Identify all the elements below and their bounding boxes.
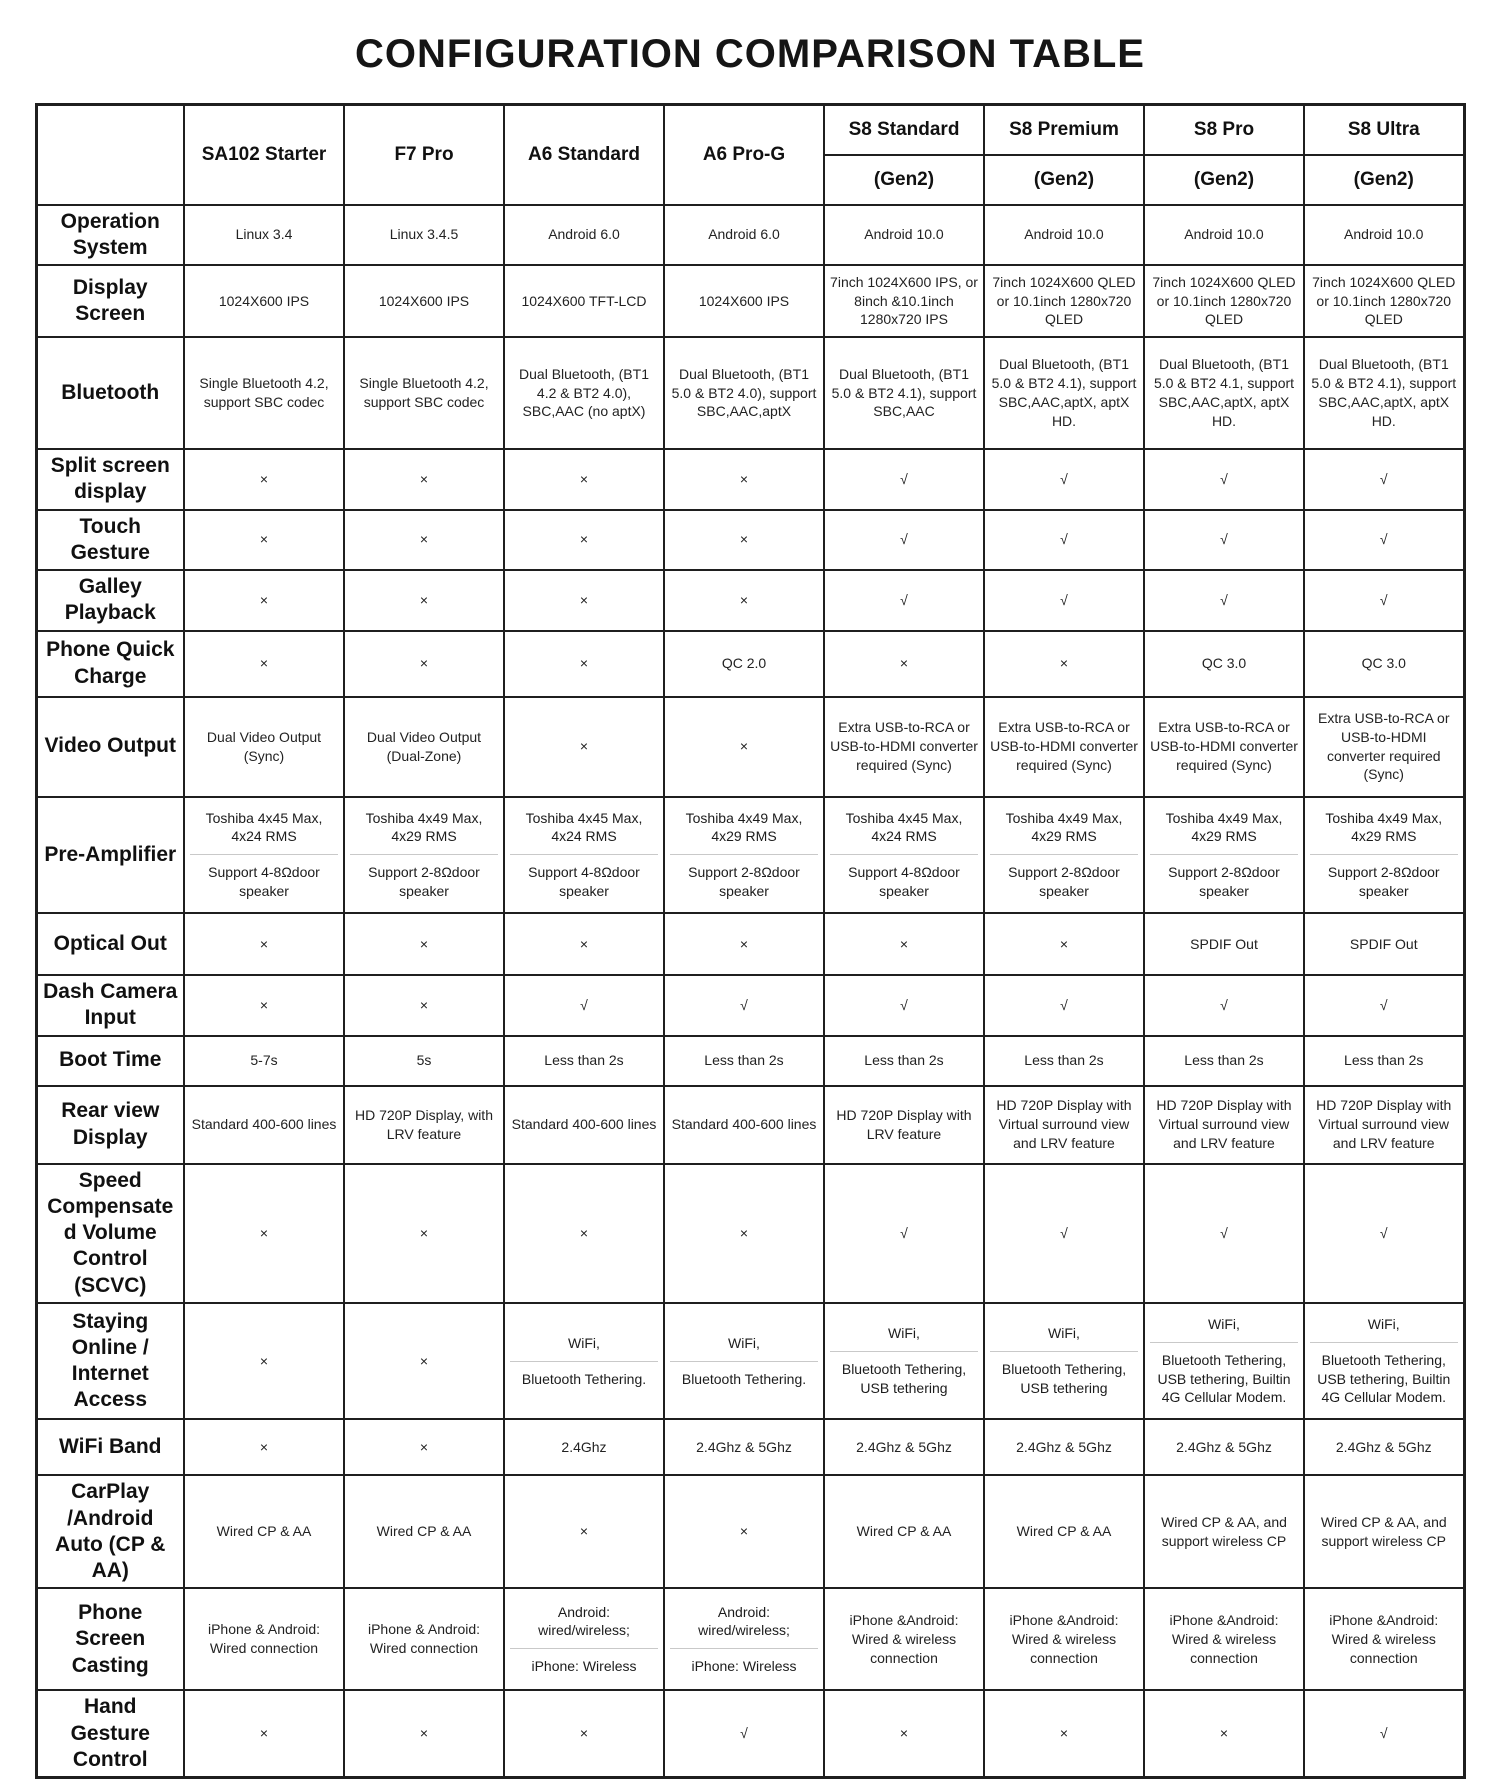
- table-row: [36, 1690, 1464, 1777]
- table-cell: 1024X600 IPS: [664, 265, 824, 337]
- table-cell-part: Toshiba 4x49 Max, 4x29 RMS: [1165, 809, 1283, 845]
- column-header: A6 Standard: [504, 105, 664, 205]
- table-cell: SPDIF Out: [1144, 913, 1304, 975]
- table-cell: √: [824, 975, 984, 1036]
- table-cell-part: WiFi,: [568, 1334, 600, 1351]
- table-cell: √: [1304, 975, 1464, 1036]
- table-row: [36, 1419, 1464, 1475]
- row-label: Optical Out: [36, 913, 184, 975]
- table-cell: ×: [504, 1475, 664, 1588]
- column-header: SA102 Starter: [184, 105, 344, 205]
- column-gen-label: (Gen2): [984, 155, 1144, 205]
- table-cell-part: Bluetooth Tethering.: [670, 1361, 818, 1397]
- table-cell: [344, 797, 504, 914]
- table-cell: ×: [184, 1690, 344, 1777]
- table-cell: Wired CP & AA: [984, 1475, 1144, 1588]
- table-cell: Standard 400-600 lines: [664, 1086, 824, 1164]
- table-cell: √: [1304, 449, 1464, 510]
- table-cell: [984, 797, 1144, 914]
- table-cell: Linux 3.4.5: [344, 205, 504, 266]
- corner-cell: [36, 105, 184, 205]
- table-cell: ×: [504, 1164, 664, 1303]
- table-cell: Dual Bluetooth, (BT1 5.0 & BT2 4.1), support SBC,AAC,aptX, aptX HD.: [984, 337, 1144, 449]
- table-cell: 5-7s: [184, 1036, 344, 1086]
- table-cell: 2.4Ghz & 5Ghz: [1144, 1419, 1304, 1475]
- table-cell: iPhone &Android: Wired & wireless connection: [824, 1588, 984, 1690]
- table-cell-part: Toshiba 4x49 Max, 4x29 RMS: [685, 809, 803, 845]
- row-label: Split screen display: [36, 449, 184, 510]
- table-cell: [664, 1303, 824, 1420]
- table-cell: Dual Bluetooth, (BT1 5.0 & BT2 4.1, support SBC,AAC,aptX, aptX HD.: [1144, 337, 1304, 449]
- table-cell: ×: [344, 449, 504, 510]
- table-cell: Android 6.0: [504, 205, 664, 266]
- row-label: Dash Camera Input: [36, 975, 184, 1036]
- table-cell-part: Toshiba 4x49 Max, 4x29 RMS: [1005, 809, 1123, 845]
- table-cell-part: Android: wired/wireless;: [538, 1603, 630, 1639]
- table-cell: iPhone & Android: Wired connection: [184, 1588, 344, 1690]
- table-cell: ×: [184, 1419, 344, 1475]
- table-cell: Wired CP & AA, and support wireless CP: [1144, 1475, 1304, 1588]
- table-cell-part: WiFi,: [888, 1325, 920, 1342]
- table-cell: ×: [344, 975, 504, 1036]
- table-cell: √: [1304, 1690, 1464, 1777]
- table-cell: ×: [824, 1690, 984, 1777]
- table-cell: [1304, 1303, 1464, 1420]
- table-cell: √: [984, 570, 1144, 631]
- table-cell: Dual Bluetooth, (BT1 5.0 & BT2 4.0), support SBC,AAC,aptX: [664, 337, 824, 449]
- table-cell: [1304, 797, 1464, 914]
- row-label: Bluetooth: [36, 337, 184, 449]
- table-cell: ×: [664, 449, 824, 510]
- table-cell: √: [824, 510, 984, 571]
- row-label: CarPlay /Android Auto (CP & AA): [36, 1475, 184, 1588]
- row-label: Phone Screen Casting: [36, 1588, 184, 1690]
- table-cell: Android 10.0: [1304, 205, 1464, 266]
- table-cell: ×: [344, 570, 504, 631]
- table-cell: 1024X600 IPS: [184, 265, 344, 337]
- table-cell: HD 720P Display, with LRV feature: [344, 1086, 504, 1164]
- table-cell: 7inch 1024X600 IPS, or 8inch &10.1inch 1280x720 IPS: [824, 265, 984, 337]
- table-cell: Dual Video Output (Dual-Zone): [344, 697, 504, 797]
- table-row: [36, 570, 1464, 631]
- table-cell: ×: [184, 631, 344, 697]
- table-cell: [824, 797, 984, 914]
- table-cell: ×: [984, 631, 1144, 697]
- row-label: Staying Online / Internet Access: [36, 1303, 184, 1420]
- table-cell: iPhone &Android: Wired & wireless connection: [1304, 1588, 1464, 1690]
- table-cell: ×: [504, 449, 664, 510]
- table-cell: [1144, 797, 1304, 914]
- table-cell: ×: [344, 1419, 504, 1475]
- table-cell: ×: [664, 570, 824, 631]
- table-cell-part: Bluetooth Tethering.: [510, 1361, 658, 1397]
- table-row: [36, 631, 1464, 697]
- table-cell: iPhone &Android: Wired & wireless connection: [984, 1588, 1144, 1690]
- column-header: S8 Ultra: [1304, 105, 1464, 155]
- table-cell: ×: [504, 697, 664, 797]
- table-cell: ×: [664, 697, 824, 797]
- table-cell: HD 720P Display with Virtual surround view and LRV feature: [984, 1086, 1144, 1164]
- table-cell: ×: [344, 913, 504, 975]
- table-cell: Android 10.0: [1144, 205, 1304, 266]
- table-cell: 5s: [344, 1036, 504, 1086]
- table-cell: Dual Bluetooth, (BT1 4.2 & BT2 4.0), SBC,AAC (no aptX): [504, 337, 664, 449]
- table-cell-part: Toshiba 4x45 Max, 4x24 RMS: [845, 809, 963, 845]
- table-cell: Wired CP & AA: [824, 1475, 984, 1588]
- table-cell-part: Support 4-8Ωdoor speaker: [830, 854, 978, 909]
- table-cell: Android 10.0: [984, 205, 1144, 266]
- table-cell: [1144, 1303, 1304, 1420]
- table-cell: √: [1144, 1164, 1304, 1303]
- table-row: [36, 1036, 1464, 1086]
- table-cell: Wired CP & AA: [184, 1475, 344, 1588]
- table-cell: [984, 1303, 1144, 1420]
- table-cell: ×: [824, 913, 984, 975]
- table-row: [36, 337, 1464, 449]
- table-cell: √: [504, 975, 664, 1036]
- table-cell: QC 2.0: [664, 631, 824, 697]
- table-cell-part: iPhone: Wireless: [670, 1648, 818, 1684]
- table-cell: √: [664, 975, 824, 1036]
- table-cell: √: [824, 449, 984, 510]
- table-cell-part: Bluetooth Tethering, USB tethering, Builtin 4G Cellular Modem.: [1150, 1342, 1298, 1416]
- table-row: [36, 697, 1464, 797]
- table-cell: ×: [344, 1303, 504, 1420]
- row-label: Hand Gesture Control: [36, 1690, 184, 1777]
- table-cell-part: WiFi,: [728, 1334, 760, 1351]
- table-cell: √: [1144, 570, 1304, 631]
- table-cell: √: [824, 1164, 984, 1303]
- table-row: [36, 205, 1464, 266]
- table-cell: Android 10.0: [824, 205, 984, 266]
- table-cell: [504, 1588, 664, 1690]
- row-label: Phone Quick Charge: [36, 631, 184, 697]
- table-cell: √: [664, 1690, 824, 1777]
- table-cell: ×: [184, 570, 344, 631]
- table-cell: 2.4Ghz: [504, 1419, 664, 1475]
- table-cell: 7inch 1024X600 QLED or 10.1inch 1280x720 QLED: [1304, 265, 1464, 337]
- table-cell: ×: [824, 631, 984, 697]
- table-cell-part: Support 2-8Ωdoor speaker: [1150, 854, 1298, 909]
- table-cell: Linux 3.4: [184, 205, 344, 266]
- table-row: [36, 1588, 1464, 1690]
- column-header: S8 Standard: [824, 105, 984, 155]
- table-cell-part: Support 2-8Ωdoor speaker: [670, 854, 818, 909]
- table-cell: ×: [984, 913, 1144, 975]
- table-cell: Less than 2s: [1304, 1036, 1464, 1086]
- table-cell: Wired CP & AA: [344, 1475, 504, 1588]
- table-cell-part: WiFi,: [1208, 1315, 1240, 1332]
- table-cell: ×: [664, 1475, 824, 1588]
- table-row: [36, 1164, 1464, 1303]
- table-cell: ×: [184, 449, 344, 510]
- table-cell: 7inch 1024X600 QLED or 10.1inch 1280x720 QLED: [1144, 265, 1304, 337]
- table-cell-part: Bluetooth Tethering, USB tethering, Builtin 4G Cellular Modem.: [1310, 1342, 1458, 1416]
- row-label: Boot Time: [36, 1036, 184, 1086]
- table-row: [36, 913, 1464, 975]
- table-cell: Extra USB-to-RCA or USB-to-HDMI converter required (Sync): [1144, 697, 1304, 797]
- table-cell: √: [984, 1164, 1144, 1303]
- column-gen-label: (Gen2): [824, 155, 984, 205]
- table-cell: [664, 1588, 824, 1690]
- table-cell: Extra USB-to-RCA or USB-to-HDMI converter required (Sync): [984, 697, 1144, 797]
- table-cell-part: Support 4-8Ωdoor speaker: [510, 854, 658, 909]
- column-header: S8 Premium: [984, 105, 1144, 155]
- table-cell: √: [1304, 1164, 1464, 1303]
- table-cell: ×: [1144, 1690, 1304, 1777]
- table-cell-part: WiFi,: [1048, 1325, 1080, 1342]
- row-label: Video Output: [36, 697, 184, 797]
- table-cell-part: Support 2-8Ωdoor speaker: [990, 854, 1138, 909]
- table-cell: ×: [344, 1164, 504, 1303]
- table-cell: Standard 400-600 lines: [504, 1086, 664, 1164]
- table-cell: ×: [504, 913, 664, 975]
- row-label: Pre-Amplifier: [36, 797, 184, 914]
- table-cell-part: WiFi,: [1367, 1315, 1400, 1332]
- table-cell: Single Bluetooth 4.2, support SBC codec: [184, 337, 344, 449]
- table-cell: ×: [184, 510, 344, 571]
- table-cell: Less than 2s: [984, 1036, 1144, 1086]
- table-row: [36, 1086, 1464, 1164]
- table-cell-part: Support 2-8Ωdoor speaker: [350, 854, 498, 909]
- table-cell: √: [1144, 449, 1304, 510]
- column-gen-label: (Gen2): [1144, 155, 1304, 205]
- table-cell: Single Bluetooth 4.2, support SBC codec: [344, 337, 504, 449]
- table-cell: Less than 2s: [664, 1036, 824, 1086]
- row-label: WiFi Band: [36, 1419, 184, 1475]
- table-row: [36, 797, 1464, 914]
- column-header: S8 Pro: [1144, 105, 1304, 155]
- table-cell: ×: [984, 1690, 1144, 1777]
- table-cell: iPhone &Android: Wired & wireless connection: [1144, 1588, 1304, 1690]
- table-cell-part: Toshiba 4x49 Max, 4x29 RMS: [365, 809, 483, 845]
- table-cell-part: Toshiba 4x45 Max, 4x24 RMS: [525, 809, 643, 845]
- row-label: Display Screen: [36, 265, 184, 337]
- column-header: F7 Pro: [344, 105, 504, 205]
- column-gen-label: (Gen2): [1304, 155, 1464, 205]
- configuration-comparison-table: [35, 103, 1466, 1779]
- column-header: A6 Pro-G: [664, 105, 824, 205]
- table-cell: Extra USB-to-RCA or USB-to-HDMI converter required (Sync): [824, 697, 984, 797]
- table-cell: ×: [664, 510, 824, 571]
- table-cell: [504, 1303, 664, 1420]
- table-cell: Dual Video Output (Sync): [184, 697, 344, 797]
- table-cell: Wired CP & AA, and support wireless CP: [1304, 1475, 1464, 1588]
- table-cell: Standard 400-600 lines: [184, 1086, 344, 1164]
- table-cell: 2.4Ghz & 5Ghz: [824, 1419, 984, 1475]
- table-cell: 2.4Ghz & 5Ghz: [664, 1419, 824, 1475]
- table-row: [36, 1475, 1464, 1588]
- table-cell: ×: [504, 1690, 664, 1777]
- table-cell: ×: [184, 913, 344, 975]
- table-cell: HD 720P Display with Virtual surround view and LRV feature: [1304, 1086, 1464, 1164]
- table-cell: ×: [184, 1303, 344, 1420]
- row-label: Speed Compensated Volume Control (SCVC): [36, 1164, 184, 1303]
- row-label: Galley Playback: [36, 570, 184, 631]
- table-cell: SPDIF Out: [1304, 913, 1464, 975]
- table-cell: √: [824, 570, 984, 631]
- table-cell-part: Toshiba 4x49 Max, 4x29 RMS: [1325, 809, 1443, 845]
- table-cell: √: [1304, 570, 1464, 631]
- table-cell-part: Support 4-8Ωdoor speaker: [190, 854, 338, 909]
- table-cell: ×: [344, 631, 504, 697]
- table-row: [36, 975, 1464, 1036]
- table-cell: Less than 2s: [824, 1036, 984, 1086]
- table-cell: ×: [504, 631, 664, 697]
- table-cell: QC 3.0: [1304, 631, 1464, 697]
- row-label: Operation System: [36, 205, 184, 266]
- table-cell-part: Android: wired/wireless;: [698, 1603, 790, 1639]
- table-cell: ×: [184, 1164, 344, 1303]
- table-cell-part: Bluetooth Tethering, USB tethering: [990, 1351, 1138, 1406]
- table-cell: √: [984, 975, 1144, 1036]
- table-cell: 1024X600 IPS: [344, 265, 504, 337]
- table-cell-part: Bluetooth Tethering, USB tethering: [830, 1351, 978, 1406]
- table-cell: QC 3.0: [1144, 631, 1304, 697]
- table-row: [36, 265, 1464, 337]
- table-cell: √: [1144, 975, 1304, 1036]
- table-cell: Less than 2s: [504, 1036, 664, 1086]
- table-cell: HD 720P Display with Virtual surround view and LRV feature: [1144, 1086, 1304, 1164]
- table-cell: [504, 797, 664, 914]
- table-cell: √: [1144, 510, 1304, 571]
- table-cell: Dual Bluetooth, (BT1 5.0 & BT2 4.1), support SBC,AAC,aptX, aptX HD.: [1304, 337, 1464, 449]
- table-row: [36, 510, 1464, 571]
- table-row: [36, 449, 1464, 510]
- table-cell-part: Toshiba 4x45 Max, 4x24 RMS: [205, 809, 323, 845]
- table-cell: 7inch 1024X600 QLED or 10.1inch 1280x720 QLED: [984, 265, 1144, 337]
- table-cell: ×: [664, 1164, 824, 1303]
- table-cell: ×: [344, 510, 504, 571]
- table-cell: 2.4Ghz & 5Ghz: [1304, 1419, 1464, 1475]
- row-label: Touch Gesture: [36, 510, 184, 571]
- row-label: Rear view Display: [36, 1086, 184, 1164]
- table-cell: Extra USB-to-RCA or USB-to-HDMI converter required (Sync): [1304, 697, 1464, 797]
- table-cell: Less than 2s: [1144, 1036, 1304, 1086]
- table-cell: ×: [504, 570, 664, 631]
- table-cell: √: [984, 510, 1144, 571]
- table-cell: 2.4Ghz & 5Ghz: [984, 1419, 1144, 1475]
- table-cell: √: [984, 449, 1144, 510]
- table-cell-part: iPhone: Wireless: [510, 1648, 658, 1684]
- page-title: CONFIGURATION COMPARISON TABLE: [355, 32, 1145, 76]
- table-cell: Android 6.0: [664, 205, 824, 266]
- table-cell: 1024X600 TFT-LCD: [504, 265, 664, 337]
- table-cell: ×: [664, 913, 824, 975]
- table-cell: ×: [344, 1690, 504, 1777]
- table-cell: [824, 1303, 984, 1420]
- table-row: [36, 1303, 1464, 1420]
- table-cell: Dual Bluetooth, (BT1 5.0 & BT2 4.1), support SBC,AAC: [824, 337, 984, 449]
- table-cell: [664, 797, 824, 914]
- table-cell-part: Support 2-8Ωdoor speaker: [1310, 854, 1458, 909]
- table-cell: ×: [504, 510, 664, 571]
- table-cell: iPhone & Android: Wired connection: [344, 1588, 504, 1690]
- table-cell: √: [1304, 510, 1464, 571]
- table-cell: [184, 797, 344, 914]
- table-cell: HD 720P Display with LRV feature: [824, 1086, 984, 1164]
- table-cell: ×: [184, 975, 344, 1036]
